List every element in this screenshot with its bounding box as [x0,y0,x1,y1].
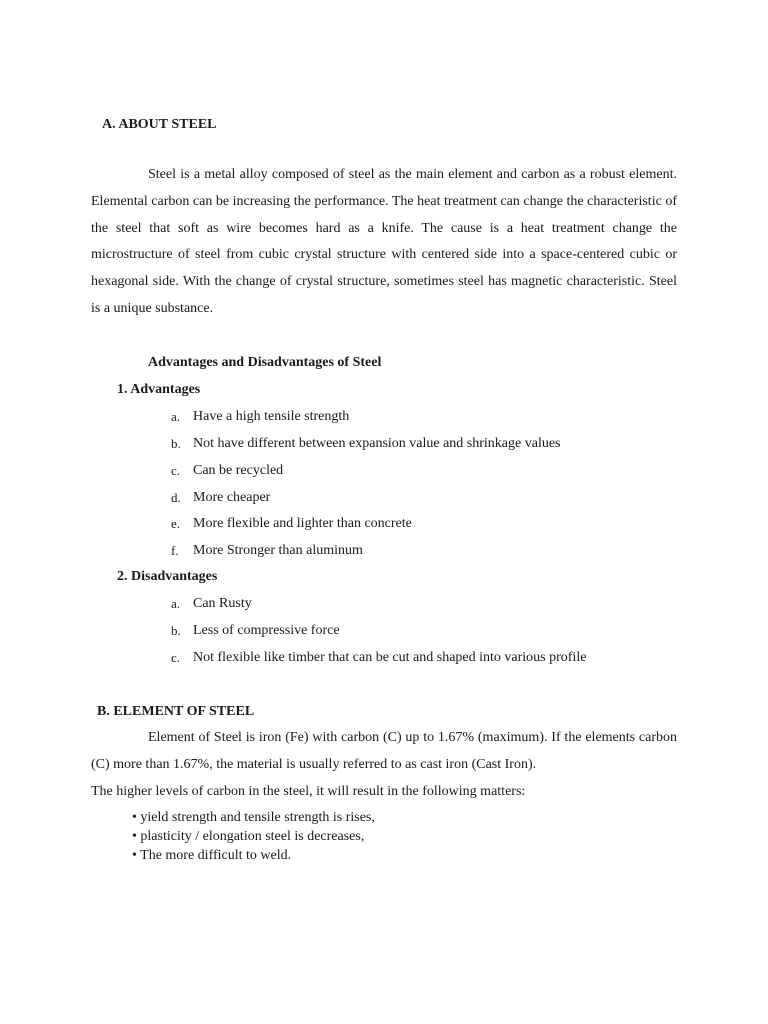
list-item-text: Less of compressive force [193,623,340,638]
advantages-label: 1. Advantages [117,382,201,397]
list-item-text: More flexible and lighter than concrete [193,516,412,531]
advantages-disadvantages-subheading: Advantages and Disadvantages of Steel [148,355,382,370]
list-item-letter: b. [171,436,181,451]
list-item-text: More Stronger than aluminum [193,543,363,558]
section-b-paragraph-text: Element of Steel is iron (Fe) with carbon (C) up to 1.67% (maximum). If the elements carbon (C) more than 1.67%, the material is usually referred to as cast iron (Cast Iron). [91,730,677,772]
disadvantages-label: 2. Disadvantages [117,569,218,584]
bullet-item: • The more difficult to weld. [132,848,292,863]
bullet-item: • plasticity / elongation steel is decreases, [132,829,365,844]
list-item-text: Not have different between expansion value and shrinkage values [193,436,561,451]
list-item-letter: f. [171,543,179,558]
list-item-text: Can be recycled [193,463,284,478]
section-b-lead: The higher levels of carbon in the steel, it will result in the following matters: [91,784,526,799]
section-a-paragraph-text: Steel is a metal alloy composed of steel as the main element and carbon as a robust element. Elemental carbon can be increasing the performance. The heat treatment can change the characteristic of the steel that soft as wire becomes hard as a knife. The cause is a heat treatment change the microstructure of steel from cubic crystal structure with centered side into a space-centered cubic or hexagonal side. With the change of crystal structure, sometimes steel has magnetic characteristic. Steel is a unique substance. [91,167,677,316]
list-item-text: More cheaper [193,490,271,505]
list-item-letter: b. [171,623,181,638]
list-item-letter: d. [171,490,181,505]
list-item-letter: a. [171,409,181,424]
list-item-letter: c. [171,463,181,478]
list-item-text: Have a high tensile strength [193,409,350,424]
list-item-letter: c. [171,650,181,665]
list-item-letter: e. [171,516,181,531]
section-a-heading: A. ABOUT STEEL [102,117,217,132]
list-item-text: Not flexible like timber that can be cut and shaped into various profile [193,650,587,665]
section-b-heading: B. ELEMENT OF STEEL [97,704,255,719]
list-item-text: Can Rusty [193,596,252,611]
section-a-paragraph [91,162,677,323]
bullet-item: • yield strength and tensile strength is rises, [132,810,375,825]
section-b-paragraph [91,725,677,779]
list-item-letter: a. [171,596,181,611]
